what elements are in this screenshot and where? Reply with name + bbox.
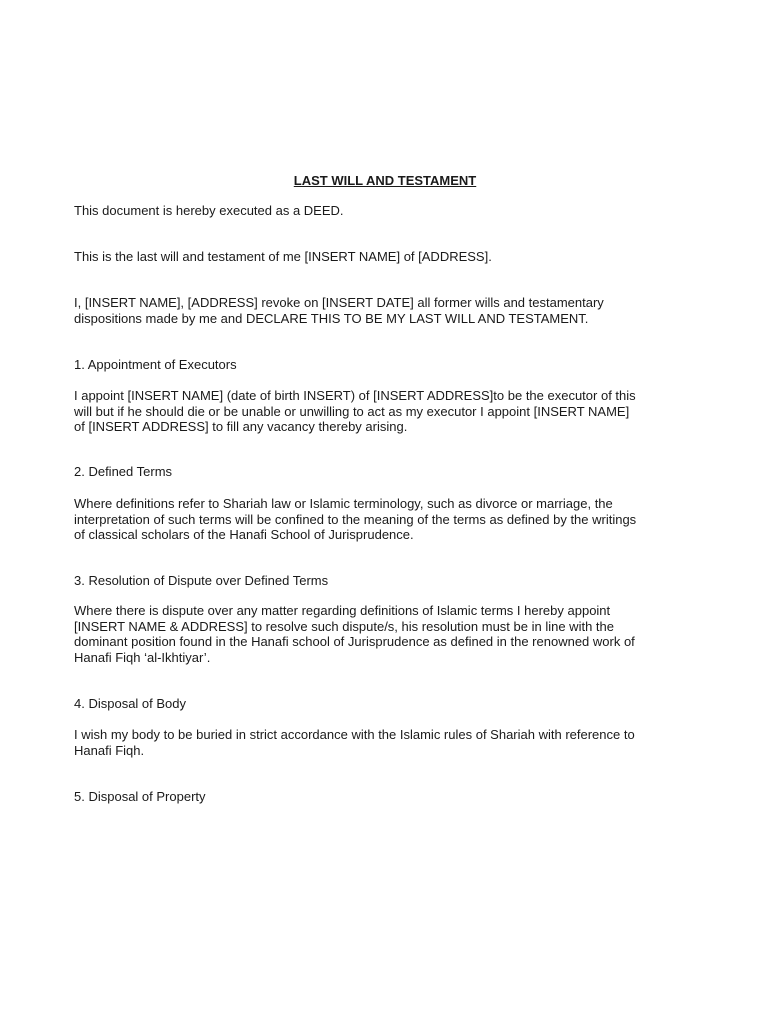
paragraph-line: of [INSERT ADDRESS] to fill any vacancy thereby arising. (74, 419, 408, 435)
section-heading-disposal-of-property: 5. Disposal of Property (74, 789, 206, 804)
section-body-defined-terms (74, 496, 694, 543)
paragraph-line: Where definitions refer to Shariah law or Islamic terminology, such as divorce or marriage, the (74, 496, 613, 511)
document-title: LAST WILL AND TESTAMENT (293, 173, 477, 188)
section-heading-disposal-of-body: 4. Disposal of Body (74, 696, 187, 711)
section-body-executors (74, 388, 694, 435)
section-heading-executors: 1. Appointment of Executors (74, 357, 237, 372)
paragraph-line: I appoint [INSERT NAME] (date of birth INSERT) of [INSERT ADDRESS]to be the executor of this (74, 388, 636, 403)
paragraph-line: Where there is dispute over any matter regarding definitions of Islamic terms I hereby appoint (74, 603, 611, 618)
section-body-disposal-of-body (74, 727, 694, 758)
paragraph-line: dominant position found in the Hanafi school of Jurisprudence as defined in the renowned work of (74, 634, 635, 650)
paragraph-line: will but if he should die or be unable or unwilling to act as my executor I appoint [INSERT NAME] (74, 403, 630, 419)
deed-statement: This document is hereby executed as a DEED. (74, 203, 344, 218)
revocation-paragraph (74, 295, 694, 326)
paragraph-line: Hanafi Fiqh. (74, 742, 145, 758)
section-heading-defined-terms: 2. Defined Terms (74, 464, 173, 479)
testament-statement: This is the last will and testament of me [INSERT NAME] of [ADDRESS]. (74, 249, 492, 264)
section-heading-dispute-resolution: 3. Resolution of Dispute over Defined Terms (74, 573, 329, 588)
paragraph-line: Hanafi Fiqh ‘al-Ikhtiyar’. (74, 649, 211, 665)
paragraph-line: I wish my body to be buried in strict accordance with the Islamic rules of Shariah with reference to (74, 727, 635, 742)
paragraph-line: interpretation of such terms will be confined to the meaning of the terms as defined by the writings (74, 511, 637, 527)
paragraph-line: dispositions made by me and DECLARE THIS TO BE MY LAST WILL AND TESTAMENT. (74, 310, 589, 326)
paragraph-line: of classical scholars of the Hanafi School of Jurisprudence. (74, 527, 414, 543)
paragraph-line: I, [INSERT NAME], [ADDRESS] revoke on [INSERT DATE] all former wills and testamentary (74, 295, 604, 310)
paragraph-line: [INSERT NAME & ADDRESS] to resolve such dispute/s, his resolution must be in line with the (74, 618, 614, 634)
section-body-dispute-resolution (74, 603, 694, 665)
